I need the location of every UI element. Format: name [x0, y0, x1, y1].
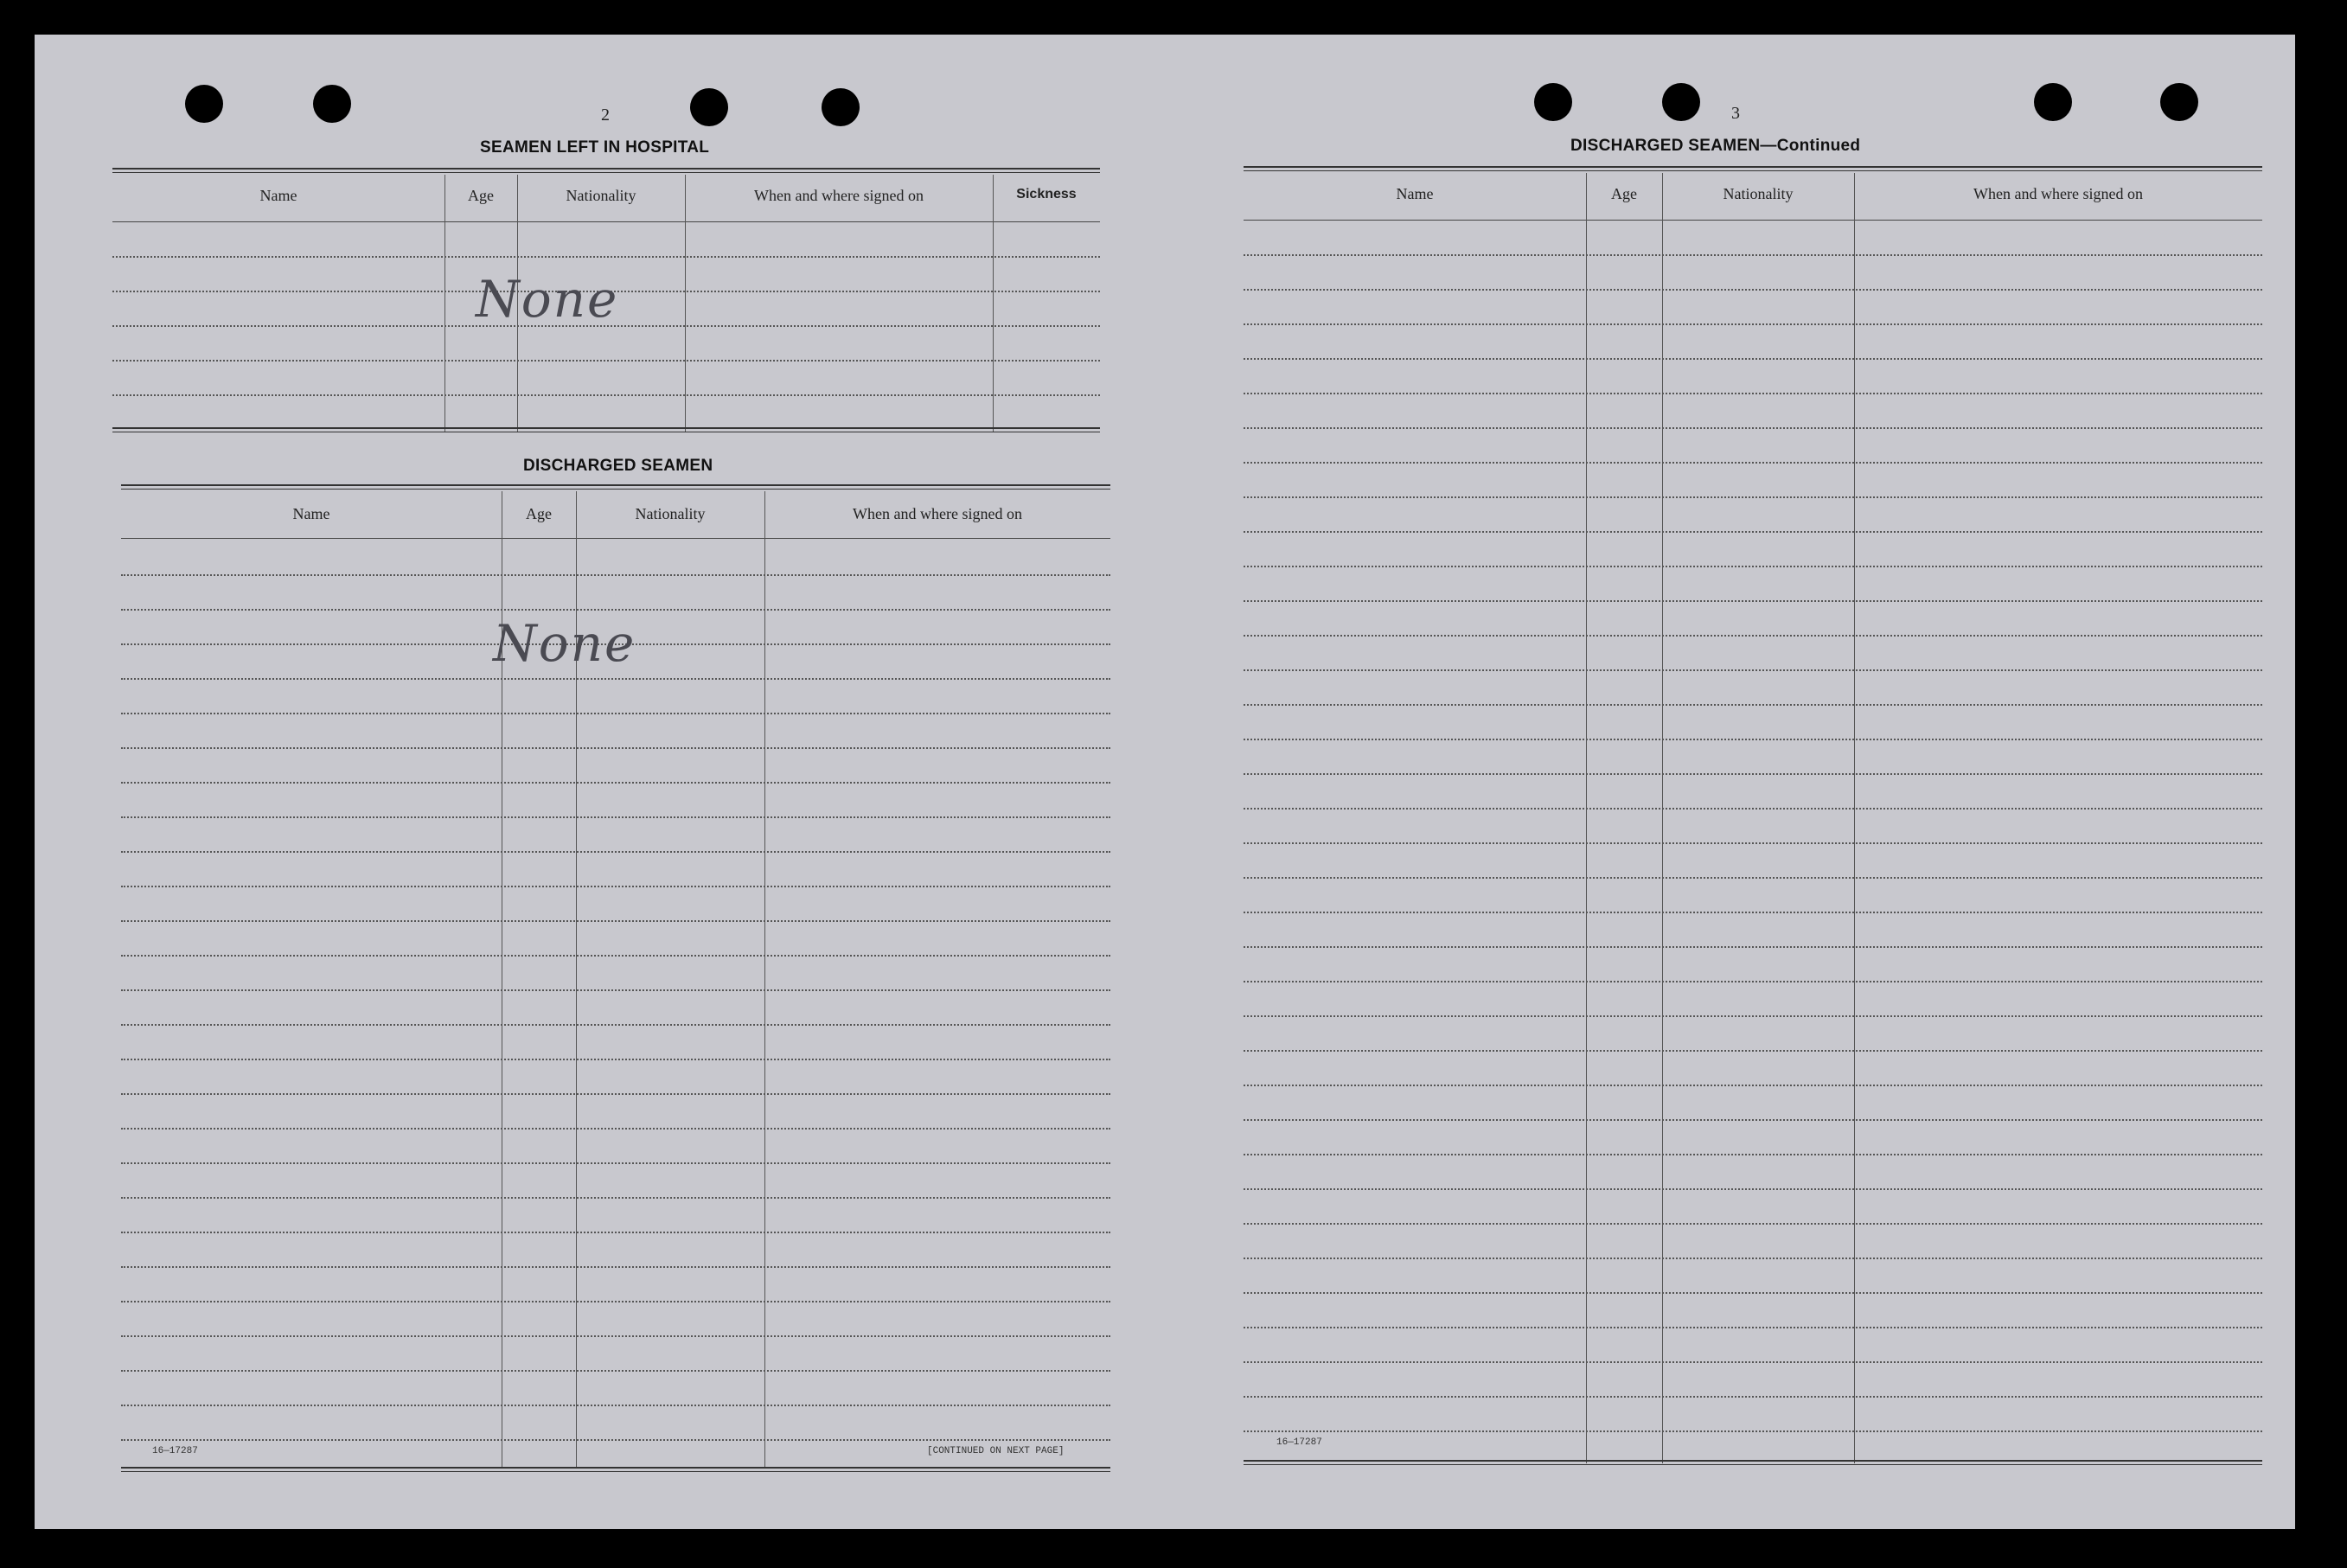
- form-number-left: 16—17287: [152, 1446, 198, 1456]
- discharged-table-left: [121, 484, 1110, 1477]
- discharged-continued-title-main: DISCHARGED SEAMEN: [1570, 137, 1761, 155]
- punch-hole: [1534, 83, 1572, 121]
- hospital-section-title: SEAMEN LEFT IN HOSPITAL: [480, 138, 710, 157]
- punch-hole: [2160, 83, 2198, 121]
- punch-hole: [2034, 83, 2072, 121]
- col-header-signed-on: When and where signed on: [754, 187, 924, 204]
- handwritten-entry: None: [476, 270, 619, 329]
- col-header-age: Age: [1611, 185, 1637, 202]
- punch-hole: [185, 85, 223, 123]
- discharged-section-title: DISCHARGED SEAMEN: [523, 457, 713, 475]
- col-header-signed-on: When and where signed on: [1973, 185, 2143, 202]
- col-header-name: Name: [259, 187, 297, 204]
- col-header-sickness: Sickness: [1016, 187, 1077, 202]
- hospital-table: [112, 168, 1100, 434]
- continued-note: [CONTINUED ON NEXT PAGE]: [927, 1446, 1065, 1456]
- continued-suffix: —Continued: [1760, 137, 1861, 155]
- punch-hole: [690, 88, 728, 126]
- document-sheet: [35, 35, 2295, 1529]
- col-header-nationality: Nationality: [566, 187, 636, 204]
- discharged-continued-title: [1570, 137, 1860, 156]
- col-header-signed-on: When and where signed on: [853, 505, 1022, 522]
- discharged-table-right: [1244, 166, 2262, 1472]
- punch-hole: [1662, 83, 1700, 121]
- form-number-right: 16—17287: [1276, 1437, 1322, 1448]
- col-header-age: Age: [468, 187, 494, 204]
- col-header-nationality: Nationality: [1723, 185, 1794, 202]
- col-header-name: Name: [1396, 185, 1434, 202]
- punch-hole: [313, 85, 351, 123]
- col-header-nationality: Nationality: [635, 505, 706, 522]
- punch-hole: [822, 88, 860, 126]
- page-number-right: 3: [1731, 104, 1740, 123]
- col-header-name: Name: [292, 505, 330, 522]
- col-header-age: Age: [526, 505, 552, 522]
- page-number-left: 2: [601, 106, 610, 125]
- handwritten-entry: None: [493, 614, 636, 673]
